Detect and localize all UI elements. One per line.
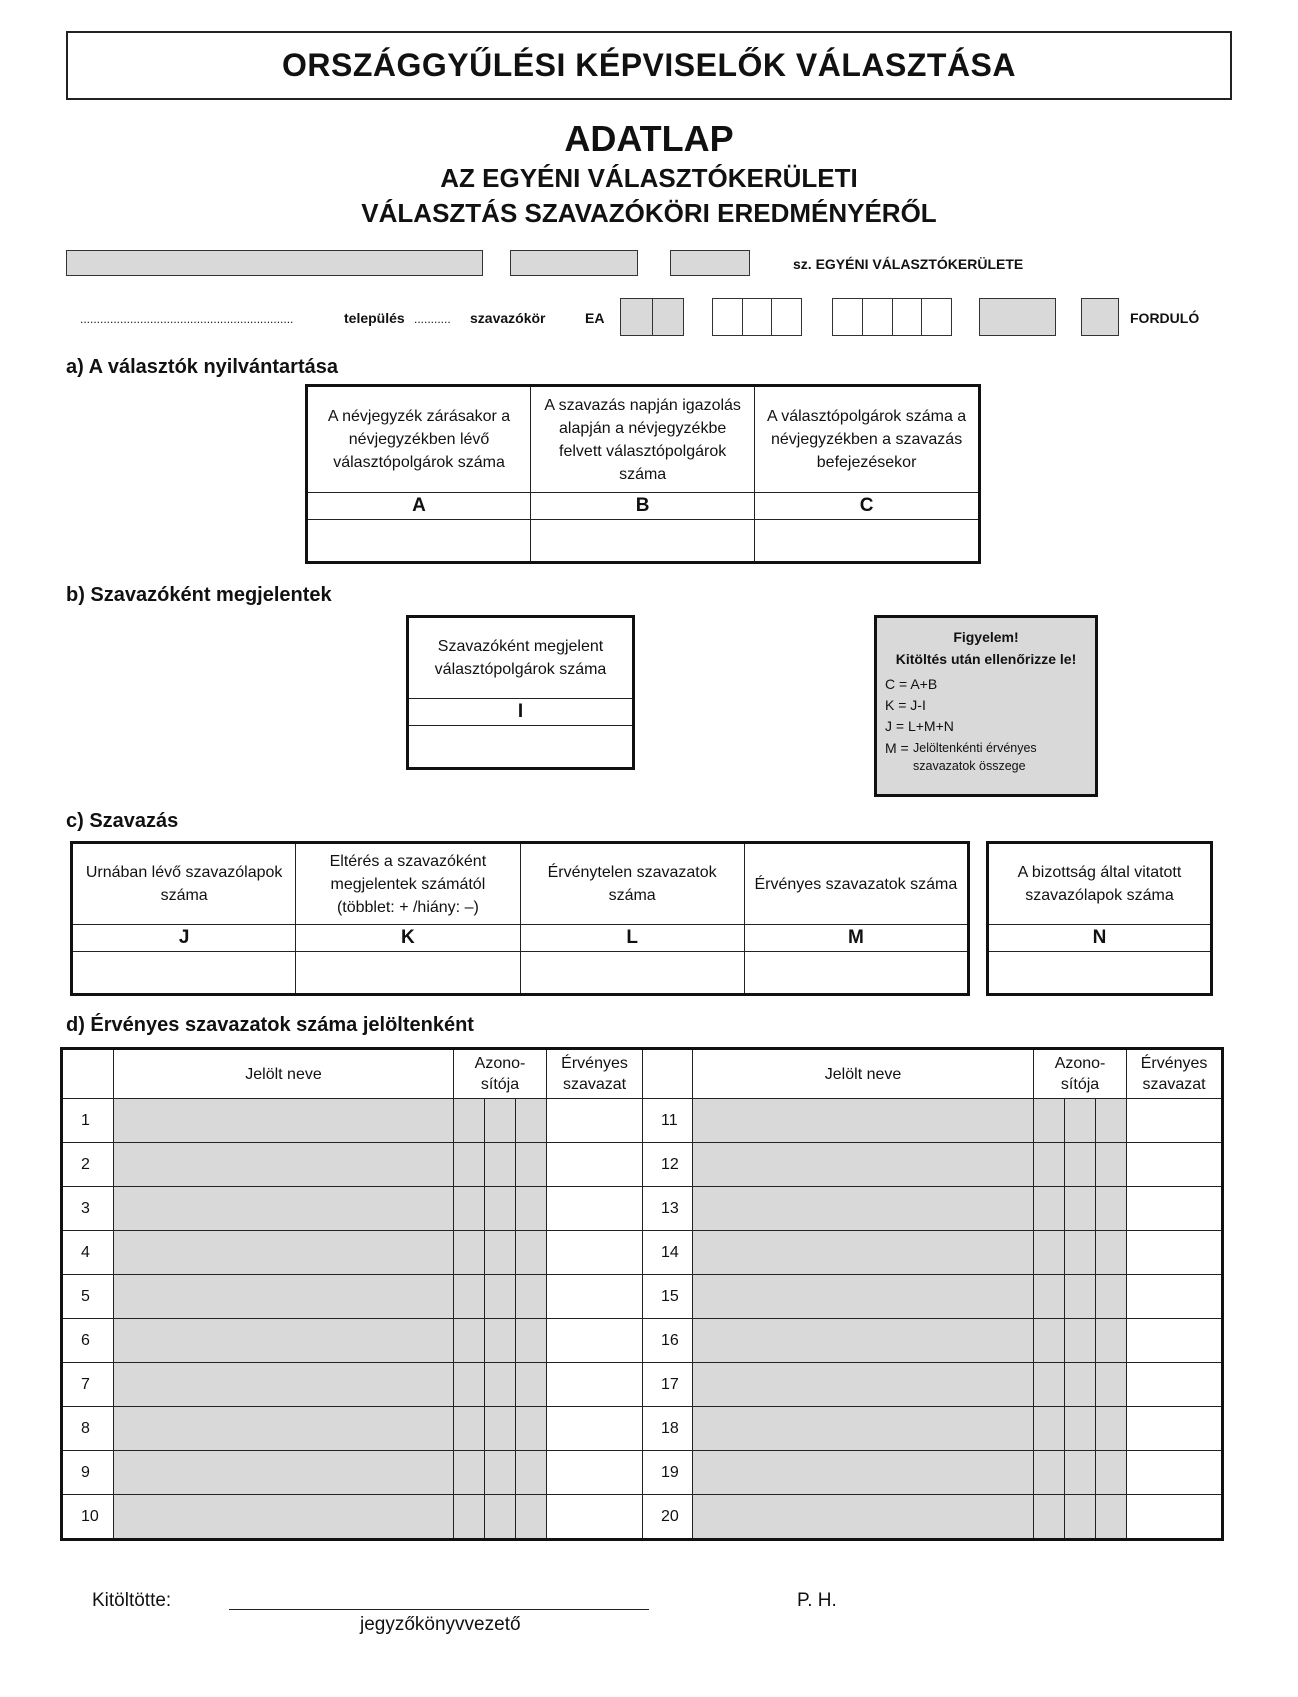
valid-votes-field[interactable] — [547, 1319, 643, 1363]
doc-title: ADATLAP — [564, 118, 734, 159]
col-n-header: A bizottság által vitatott szavazólapok száma — [988, 843, 1212, 925]
candidate-id-digit[interactable] — [1034, 1319, 1065, 1363]
precinct-dots: ........... — [414, 312, 451, 326]
signature-line[interactable] — [229, 1609, 649, 1610]
district-label: sz. EGYÉNI VÁLASZTÓKERÜLETE — [793, 256, 1024, 272]
voting-table — [70, 841, 970, 996]
valid-votes-field[interactable] — [547, 1143, 643, 1187]
col-a-letter: A — [307, 493, 531, 520]
candidate-name-field[interactable] — [693, 1451, 1034, 1495]
rule-key: J = — [885, 718, 905, 734]
valid-votes-field[interactable] — [547, 1495, 643, 1540]
candidate-id-digit[interactable] — [1034, 1187, 1065, 1231]
col-i-input[interactable] — [408, 726, 634, 769]
candidate-id-digit[interactable] — [454, 1187, 485, 1231]
col-c-input[interactable] — [755, 520, 980, 563]
settlement-dots: ................................................................ — [80, 312, 294, 326]
table-row — [62, 1143, 1223, 1187]
candidate-id-digit[interactable] — [454, 1275, 485, 1319]
row-number-left: 1 — [62, 1099, 114, 1143]
candidate-id-digit[interactable] — [516, 1407, 547, 1451]
col-i-header: Szavazóként megjelent választópolgárok száma — [408, 617, 634, 699]
num-header-left — [62, 1049, 114, 1099]
row-number-left: 3 — [62, 1187, 114, 1231]
col-j-header: Urnában lévő szavazólapok száma — [72, 843, 296, 925]
candidate-id-digit[interactable] — [1096, 1363, 1127, 1407]
row-number-right: 20 — [643, 1495, 693, 1540]
valid-votes-field[interactable] — [1127, 1275, 1223, 1319]
candidate-id-digit[interactable] — [516, 1319, 547, 1363]
candidate-name-field[interactable] — [114, 1099, 454, 1143]
voters-appeared-table — [406, 615, 635, 770]
rule-key: C = — [885, 676, 908, 692]
row-number-left: 8 — [62, 1407, 114, 1451]
candidate-name-field[interactable] — [114, 1143, 454, 1187]
candidate-id-digit[interactable] — [1096, 1231, 1127, 1275]
valid-votes-field[interactable] — [547, 1451, 643, 1495]
candidate-name-field[interactable] — [693, 1319, 1034, 1363]
rule-value: J-I — [910, 697, 926, 713]
col-j-input[interactable] — [72, 952, 296, 995]
valid-votes-field[interactable] — [1127, 1451, 1223, 1495]
candidate-id-digit[interactable] — [485, 1495, 516, 1540]
candidate-id-digit[interactable] — [1065, 1099, 1096, 1143]
valid-votes-field[interactable] — [547, 1231, 643, 1275]
row-number-right: 14 — [643, 1231, 693, 1275]
rule-key: M = — [885, 740, 909, 756]
candidate-id-digit[interactable] — [516, 1231, 547, 1275]
candidate-id-digit[interactable] — [485, 1275, 516, 1319]
candidate-id-digit[interactable] — [516, 1099, 547, 1143]
candidate-id-digit[interactable] — [454, 1099, 485, 1143]
table-row — [62, 1451, 1223, 1495]
candidate-id-digit[interactable] — [454, 1143, 485, 1187]
row-number-right: 16 — [643, 1319, 693, 1363]
disputed-table — [986, 841, 1213, 996]
warning-title: Figyelem! — [953, 629, 1019, 645]
candidate-id-digit[interactable] — [485, 1319, 516, 1363]
col-b-letter: B — [531, 493, 755, 520]
row-number-left: 9 — [62, 1451, 114, 1495]
warning-box — [874, 615, 1098, 797]
col-n-input[interactable] — [988, 952, 1212, 995]
rule-value: Jelöltenkénti érvényes szavazatok összege — [913, 741, 1037, 773]
candidate-id-digit[interactable] — [1096, 1319, 1127, 1363]
round-label: FORDULÓ — [1130, 310, 1200, 326]
candidate-id-digit[interactable] — [516, 1363, 547, 1407]
candidate-id-digit[interactable] — [485, 1407, 516, 1451]
candidate-id-digit[interactable] — [485, 1143, 516, 1187]
signer-role: jegyzőkönyvvezető — [360, 1614, 521, 1635]
row-number-left: 10 — [62, 1495, 114, 1540]
stamp-label: P. H. — [797, 1590, 837, 1611]
candidate-name-field[interactable] — [693, 1143, 1034, 1187]
row-number-right: 17 — [643, 1363, 693, 1407]
candidate-id-digit[interactable] — [516, 1187, 547, 1231]
candidate-name-field[interactable] — [114, 1495, 454, 1540]
candidate-id-digit[interactable] — [516, 1275, 547, 1319]
rule-key: K = — [885, 697, 907, 713]
table-row — [62, 1495, 1223, 1540]
candidate-name-field[interactable] — [693, 1099, 1034, 1143]
candidate-id-digit[interactable] — [485, 1231, 516, 1275]
warning-rules — [877, 670, 1095, 775]
candidate-name-field[interactable] — [114, 1231, 454, 1275]
candidate-id-digit[interactable] — [1065, 1143, 1096, 1187]
form-title: ORSZÁGGYŰLÉSI KÉPVISELŐK VÁLASZTÁSA — [66, 31, 1232, 100]
candidate-id-digit[interactable] — [454, 1495, 485, 1540]
candidate-id-digit[interactable] — [1096, 1275, 1127, 1319]
candidate-name-field[interactable] — [114, 1407, 454, 1451]
candidate-id-digit[interactable] — [1096, 1187, 1127, 1231]
col-k-header: Eltérés a szavazóként megjelentek számától (többlet: + /hiány: –) — [296, 843, 520, 925]
candidate-id-digit[interactable] — [454, 1407, 485, 1451]
col-c-header: A választópolgárok száma a névjegyzékben a szavazás befejezésekor — [755, 386, 980, 493]
col-b-header: A szavazás napján igazolás alapján a névjegyzékbe felvett választópolgárok száma — [531, 386, 755, 493]
candidate-id-digit[interactable] — [454, 1231, 485, 1275]
id-header-right: Azono- sítója — [1034, 1049, 1127, 1099]
col-a-header: A névjegyzék zárásakor a névjegyzékben lévő választópolgárok száma — [307, 386, 531, 493]
candidate-id-digit[interactable] — [485, 1187, 516, 1231]
valid-votes-field[interactable] — [547, 1099, 643, 1143]
col-m-header: Érvényes szavazatok száma — [744, 843, 968, 925]
col-j-letter: J — [72, 925, 296, 952]
row-number-left: 6 — [62, 1319, 114, 1363]
settlement-label: település — [344, 310, 405, 326]
table-row — [62, 1099, 1223, 1143]
col-m-input[interactable] — [744, 952, 968, 995]
valid-votes-field[interactable] — [547, 1275, 643, 1319]
valid-votes-field[interactable] — [1127, 1407, 1223, 1451]
candidate-id-digit[interactable] — [1034, 1363, 1065, 1407]
valid-header-left: Érvényes szavazat — [547, 1049, 643, 1099]
candidate-name-field[interactable] — [693, 1495, 1034, 1540]
id-header-left: Azono- sítója — [454, 1049, 547, 1099]
candidate-id-digit[interactable] — [485, 1099, 516, 1143]
valid-votes-field[interactable] — [1127, 1187, 1223, 1231]
county-field[interactable] — [66, 250, 483, 276]
row-number-left: 7 — [62, 1363, 114, 1407]
candidate-id-digit[interactable] — [1065, 1319, 1096, 1363]
col-l-input[interactable] — [520, 952, 744, 995]
candidate-id-digit[interactable] — [516, 1143, 547, 1187]
table-row — [62, 1231, 1223, 1275]
row-number-right: 13 — [643, 1187, 693, 1231]
candidate-id-digit[interactable] — [1096, 1143, 1127, 1187]
candidate-id-digit[interactable] — [1034, 1407, 1065, 1451]
col-m-letter: M — [744, 925, 968, 952]
candidate-name-field[interactable] — [114, 1319, 454, 1363]
valid-votes-field[interactable] — [1127, 1231, 1223, 1275]
valid-votes-field[interactable] — [547, 1363, 643, 1407]
county-code-field[interactable] — [712, 298, 802, 336]
district-number-field[interactable] — [670, 250, 750, 276]
valid-votes-field[interactable] — [547, 1187, 643, 1231]
valid-votes-field[interactable] — [1127, 1143, 1223, 1187]
valid-votes-field[interactable] — [1127, 1099, 1223, 1143]
candidate-id-digit[interactable] — [1034, 1451, 1065, 1495]
warning-subtitle: Kitöltés után ellenőrizze le! — [895, 651, 1077, 667]
candidate-id-digit[interactable] — [454, 1319, 485, 1363]
candidate-id-digit[interactable] — [1096, 1495, 1127, 1540]
col-b-input[interactable] — [531, 520, 755, 563]
candidate-id-digit[interactable] — [1065, 1451, 1096, 1495]
col-l-letter: L — [520, 925, 744, 952]
table-row — [62, 1407, 1223, 1451]
col-c-letter: C — [755, 493, 980, 520]
candidate-name-field[interactable] — [114, 1187, 454, 1231]
candidate-id-digit[interactable] — [454, 1451, 485, 1495]
round-field[interactable] — [1081, 298, 1119, 336]
candidate-id-digit[interactable] — [1096, 1407, 1127, 1451]
name-header-right: Jelölt neve — [693, 1049, 1034, 1099]
table-row — [62, 1363, 1223, 1407]
valid-header-right: Érvényes szavazat — [1127, 1049, 1223, 1099]
section-a-heading: a) A választók nyilvántartása — [66, 356, 338, 378]
col-l-header: Érvénytelen szavazatok száma — [520, 843, 744, 925]
section-c-heading: c) Szavazás — [66, 810, 179, 832]
table-row — [62, 1319, 1223, 1363]
candidate-name-field[interactable] — [693, 1363, 1034, 1407]
candidate-id-digit[interactable] — [1065, 1363, 1096, 1407]
candidate-id-digit[interactable] — [1065, 1275, 1096, 1319]
ea-code-field[interactable] — [620, 298, 684, 336]
table-row — [62, 1187, 1223, 1231]
name-header-left: Jelölt neve — [114, 1049, 454, 1099]
col-k-input[interactable] — [296, 952, 520, 995]
candidate-id-digit[interactable] — [1034, 1275, 1065, 1319]
row-number-left: 2 — [62, 1143, 114, 1187]
candidate-id-digit[interactable] — [1034, 1143, 1065, 1187]
candidate-name-field[interactable] — [693, 1231, 1034, 1275]
candidate-id-digit[interactable] — [485, 1451, 516, 1495]
subtitle-line-1: AZ EGYÉNI VÁLASZTÓKERÜLETI — [440, 163, 858, 193]
candidate-id-digit[interactable] — [1065, 1187, 1096, 1231]
col-k-letter: K — [296, 925, 520, 952]
precinct-label: szavazókör — [470, 310, 546, 326]
candidate-id-digit[interactable] — [1065, 1231, 1096, 1275]
precinct-code-field[interactable] — [832, 298, 952, 336]
row-number-right: 11 — [643, 1099, 693, 1143]
candidate-name-field[interactable] — [693, 1407, 1034, 1451]
valid-votes-field[interactable] — [1127, 1319, 1223, 1363]
col-n-letter: N — [988, 925, 1212, 952]
filled-by-label: Kitöltötte: — [92, 1590, 172, 1611]
candidate-name-field[interactable] — [114, 1363, 454, 1407]
candidates-table — [60, 1047, 1224, 1541]
settlement-code-field[interactable] — [510, 250, 638, 276]
candidate-name-field[interactable] — [693, 1275, 1034, 1319]
candidate-id-digit[interactable] — [1096, 1451, 1127, 1495]
ea-label: EA — [585, 310, 605, 326]
valid-votes-field[interactable] — [547, 1407, 643, 1451]
candidate-id-digit[interactable] — [516, 1495, 547, 1540]
row-number-right: 18 — [643, 1407, 693, 1451]
rule-value: L+M+N — [907, 718, 954, 734]
candidate-id-digit[interactable] — [485, 1363, 516, 1407]
valid-votes-field[interactable] — [1127, 1495, 1223, 1540]
candidate-name-field[interactable] — [693, 1187, 1034, 1231]
row-number-left: 4 — [62, 1231, 114, 1275]
row-number-right: 12 — [643, 1143, 693, 1187]
checksum-field[interactable] — [979, 298, 1056, 336]
col-a-input[interactable] — [307, 520, 531, 563]
row-number-right: 15 — [643, 1275, 693, 1319]
candidate-name-field[interactable] — [114, 1451, 454, 1495]
candidate-id-digit[interactable] — [1065, 1495, 1096, 1540]
section-b-heading: b) Szavazóként megjelentek — [66, 584, 332, 606]
col-i-letter: I — [408, 699, 634, 726]
table-row — [62, 1275, 1223, 1319]
row-number-right: 19 — [643, 1451, 693, 1495]
num-header-right — [643, 1049, 693, 1099]
candidate-name-field[interactable] — [114, 1275, 454, 1319]
candidate-id-digit[interactable] — [1034, 1495, 1065, 1540]
rule-value: A+B — [910, 676, 938, 692]
section-d-heading: d) Érvényes szavazatok száma jelöltenként — [66, 1014, 474, 1036]
candidate-id-digit[interactable] — [1034, 1099, 1065, 1143]
candidate-id-digit[interactable] — [1034, 1231, 1065, 1275]
valid-votes-field[interactable] — [1127, 1363, 1223, 1407]
voter-registry-table — [305, 384, 981, 564]
subtitle-line-2: VÁLASZTÁS SZAVAZÓKÖRI EREDMÉNYÉRŐL — [361, 198, 937, 228]
candidate-id-digit[interactable] — [1096, 1099, 1127, 1143]
candidate-id-digit[interactable] — [454, 1363, 485, 1407]
candidate-id-digit[interactable] — [516, 1451, 547, 1495]
row-number-left: 5 — [62, 1275, 114, 1319]
candidate-id-digit[interactable] — [1065, 1407, 1096, 1451]
